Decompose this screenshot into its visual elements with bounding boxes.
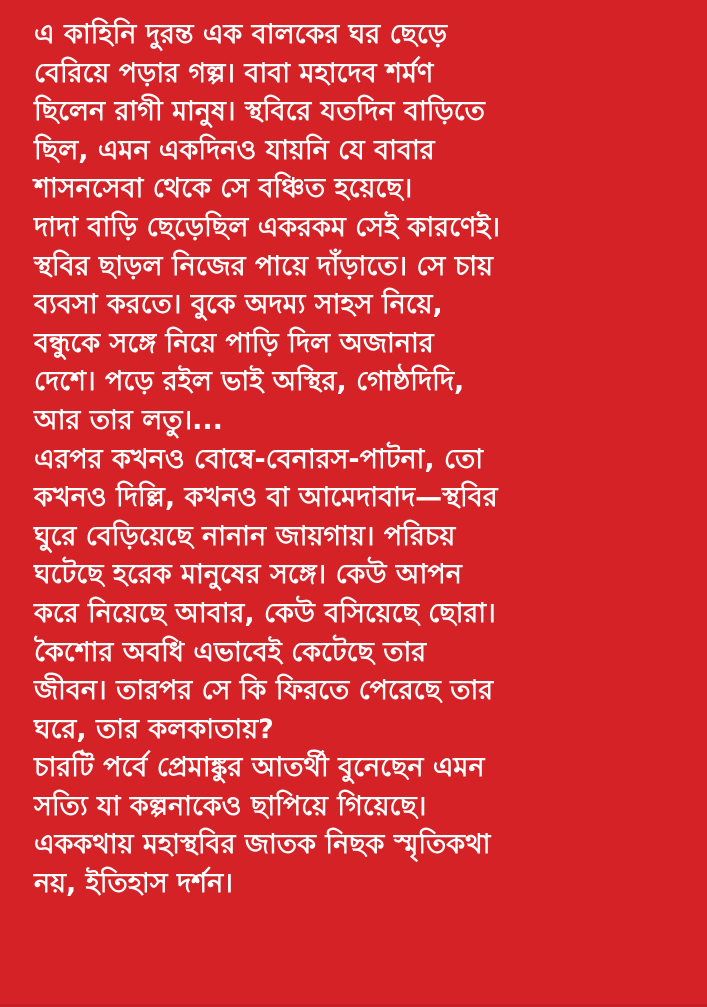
blurb-line: স্থবির ছাড়ল নিজের পায়ে দাঁড়াতে। সে চায় xyxy=(34,250,494,282)
blurb-line: কখনও দিল্লি, কখনও বা আমেদাবাদ—স্থবির xyxy=(34,482,498,514)
blurb-line: শাসনসেবা থেকে সে বঞ্চিত হয়েছে। xyxy=(34,173,413,205)
blurb-line: ঘুরে বেড়িয়েছে নানান জায়গায়। পরিচয় xyxy=(34,520,456,552)
blurb-line: দেশে। পড়ে রইল ভাই অস্থির, গোষ্ঠদিদি, xyxy=(34,366,465,398)
blurb-line: সত্যি যা কল্পনাকেও ছাপিয়ে গিয়েছে। xyxy=(34,790,427,822)
blurb-line: ছিল, এমন একদিনও যায়নি যে বাবার xyxy=(34,134,435,166)
blurb-line: ছিলেন রাগী মানুষ। স্থবিরে যতদিন বাড়িতে xyxy=(34,96,485,128)
blurb-line: বন্ধুকে সঙ্গে নিয়ে পাড়ি দিল অজানার xyxy=(34,327,434,359)
blurb-line: এ কাহিনি দুরন্ত এক বালকের ঘর ছেড়ে xyxy=(34,19,448,50)
blurb-line: করে নিয়েছে আবার, কেউ বসিয়েছে ছোরা। xyxy=(34,597,496,629)
blurb-line: কৈশোর অবধি এভাবেই কেটেছে তার xyxy=(34,636,427,668)
blurb-line: চারটি পর্বে প্রেমাঙ্কুর আতর্থী বুনেছেন এমন xyxy=(34,752,485,784)
blurb-line: আর তার লতু।... xyxy=(34,404,223,436)
blurb-line: এককথায় মহাস্থবির জাতক নিছক স্মৃতিকথা xyxy=(34,829,491,861)
blurb-line: ঘরে, তার কলকাতায়? xyxy=(34,713,274,745)
blurb-line: ঘটেছে হরেক মানুষের সঙ্গে। কেউ আপন xyxy=(34,559,462,591)
blurb-line: জীবন। তারপর সে কি ফিরতে পেরেছে তার xyxy=(34,675,494,707)
blurb-text xyxy=(34,16,696,904)
blurb-line: বেরিয়ে পড়ার গল্প। বাবা মহাদেব শর্মণ xyxy=(34,57,434,89)
blurb-line: এরপর কখনও বোম্বে-বেনারস-পাটনা, তো xyxy=(34,443,484,475)
blurb-line: দাদা বাড়ি ছেড়েছিল একরকম সেই কারণেই। xyxy=(34,211,500,243)
blurb-line: নয়, ইতিহাস দর্শন। xyxy=(34,868,233,900)
blurb-line: ব্যবসা করতে। বুকে অদম্য সাহস নিয়ে, xyxy=(34,289,443,321)
